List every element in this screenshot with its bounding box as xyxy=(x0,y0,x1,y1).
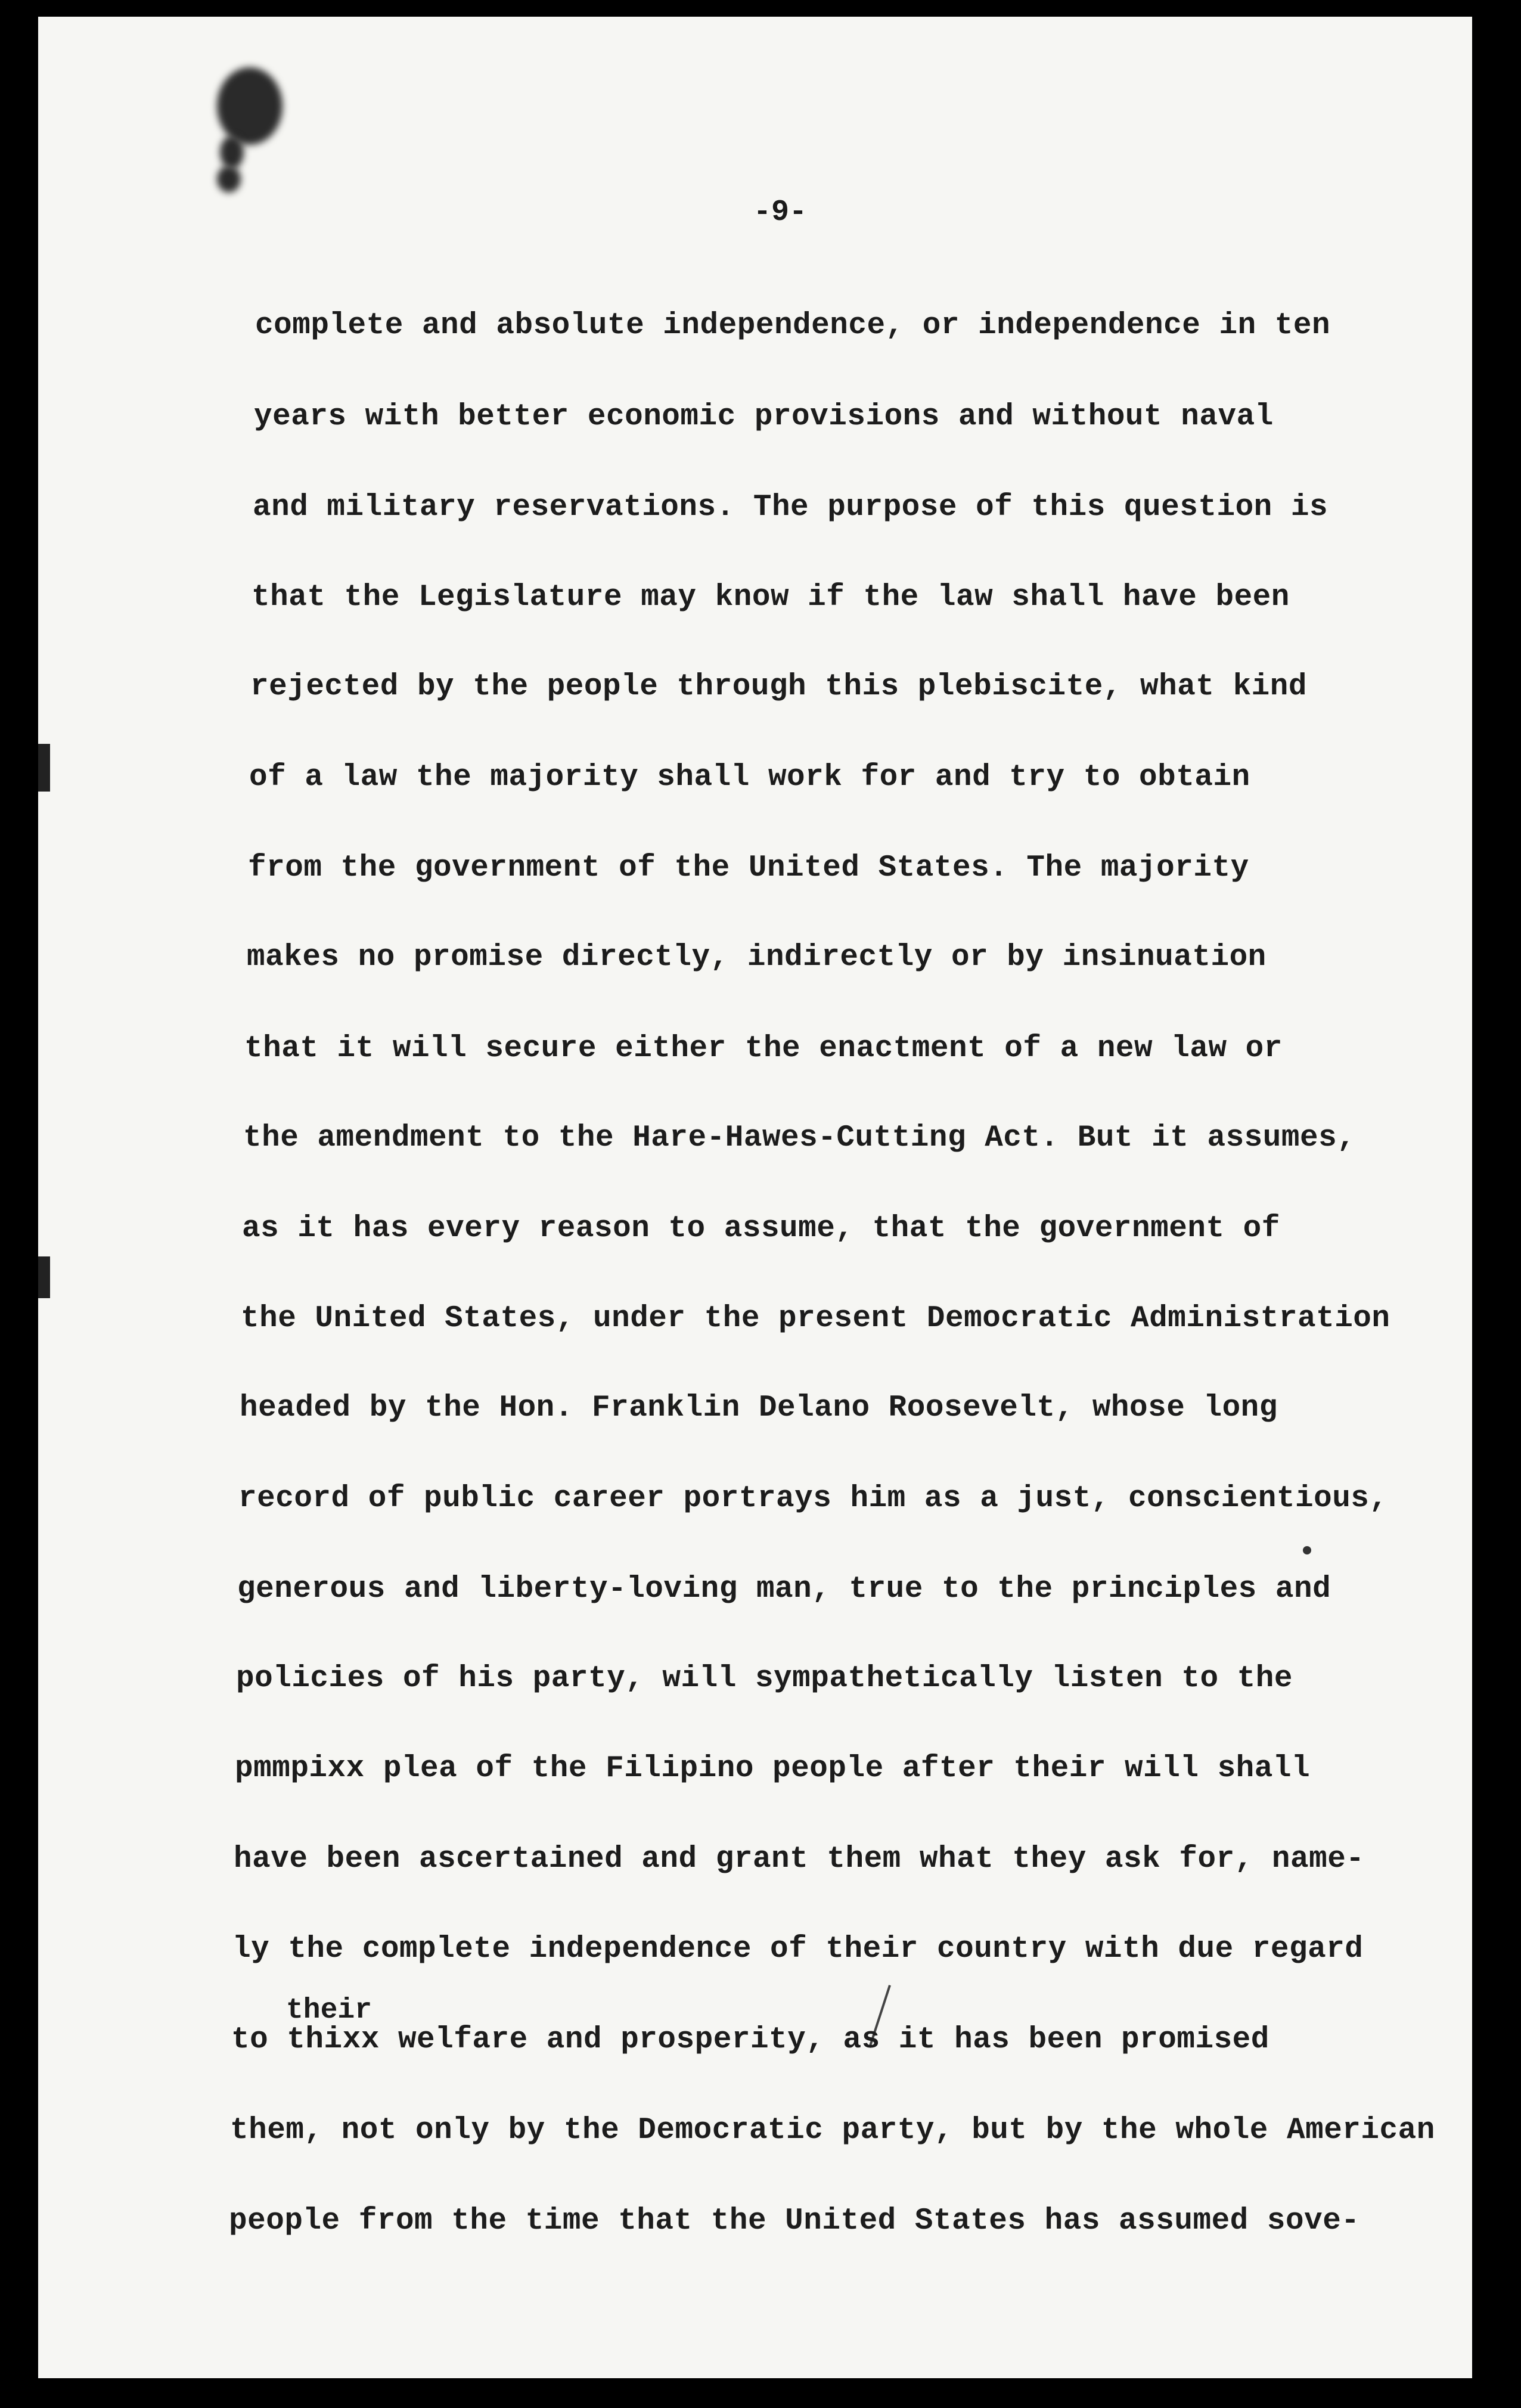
text-line: policies of his party, will sympathetically listen to the xyxy=(236,1662,1293,1696)
paper-sheet xyxy=(38,17,1472,2378)
text-line: generous and liberty-loving man, true to the principles and xyxy=(237,1572,1331,1606)
text-line: years with better economic provisions and without naval xyxy=(254,400,1274,434)
text-line: of a law the majority shall work for and try to obtain xyxy=(249,761,1250,795)
text-line: the United States, under the present Democratic Administration xyxy=(241,1302,1390,1336)
text-line: from the government of the United States. The majority xyxy=(248,851,1249,885)
text-line: the amendment to the Hare-Hawes-Cutting Act. But it assumes, xyxy=(243,1121,1356,1155)
text-line: and military reservations. The purpose of this question is xyxy=(253,491,1328,525)
body-text xyxy=(38,17,1472,2378)
text-line: that it will secure either the enactment of a new law or xyxy=(244,1032,1283,1066)
text-line: them, not only by the Democratic party, but by the whole American xyxy=(230,2114,1435,2148)
text-line: pmmpixx plea of the Filipino people after their will shall xyxy=(235,1752,1311,1786)
text-line: headed by the Hon. Franklin Delano Roosevelt, whose long xyxy=(240,1391,1278,1425)
text-line: have been ascertained and grant them what they ask for, name- xyxy=(234,1842,1365,1876)
text-line: ly the complete independence of their country with due regard xyxy=(232,1932,1364,1966)
page-number: -9- xyxy=(753,196,808,229)
text-line: rejected by the people through this plebiscite, what kind xyxy=(250,670,1307,704)
text-line: record of public career portrays him as a just, conscientious, xyxy=(238,1482,1388,1516)
interlinear-insertion: their xyxy=(286,1994,373,2027)
text-line: makes no promise directly, indirectly or by insinuation xyxy=(247,941,1267,975)
text-line: that the Legislature may know if the law shall have been xyxy=(252,581,1290,615)
text-line: people from the time that the United States has assumed sove- xyxy=(229,2204,1360,2238)
text-line: to thixx welfare and prosperity, as it has been promised xyxy=(231,2023,1269,2057)
text-line: as it has every reason to assume, that the government of xyxy=(242,1212,1280,1246)
text-line: complete and absolute independence, or independence in ten xyxy=(255,309,1331,343)
